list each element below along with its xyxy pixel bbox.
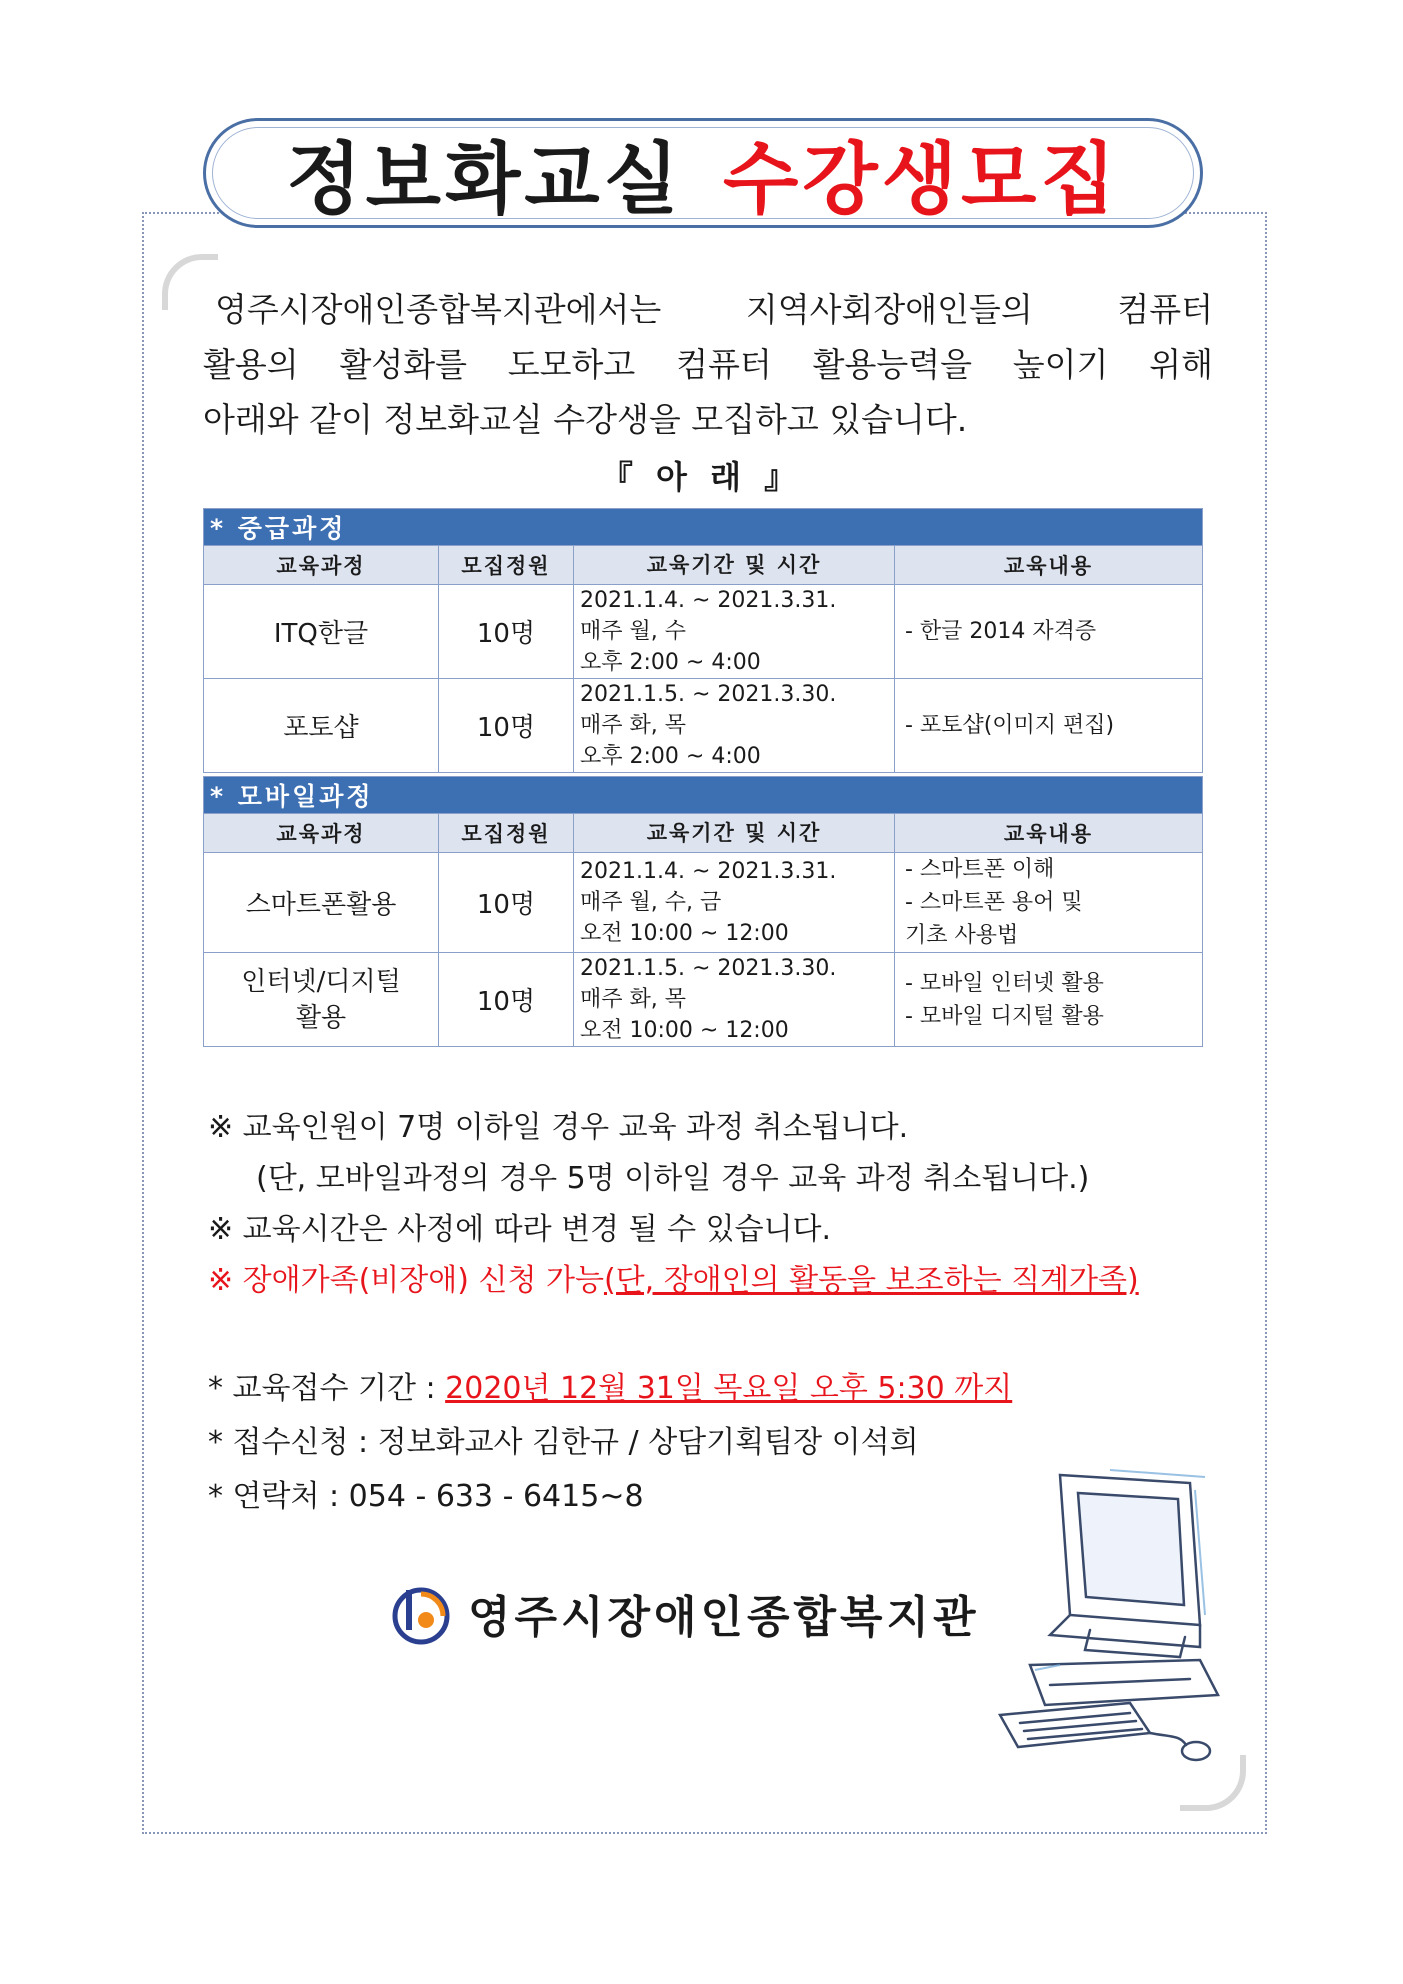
intro-line-3: 아래와 같이 정보화교실 수강생을 모집하고 있습니다. — [203, 400, 968, 439]
column-capacity: 모집정원 — [439, 546, 574, 585]
note-3b: (단, 장애인의 활동을 보조하는 직계가족) — [603, 1263, 1139, 1298]
course-name: 포토샵 — [204, 679, 439, 773]
application-info — [208, 1362, 1012, 1524]
info-period-value: 2020년 12월 31일 목요일 오후 5:30 까지 — [445, 1371, 1013, 1406]
course-content — [895, 585, 1203, 679]
info-contact: * 연락처 : 054 - 633 - 6415~8 — [208, 1479, 644, 1514]
content-line: - 스마트폰 이해 — [905, 857, 1055, 882]
info-period — [208, 1362, 1012, 1416]
intro-line-2: 활용의 활성화를 도모하고 컴퓨터 활용능력을 높이기 위해 — [203, 345, 1213, 384]
course-capacity: 10명 — [439, 853, 574, 953]
notes — [208, 1102, 1139, 1306]
column-header-row — [204, 814, 1203, 853]
table-row — [204, 853, 1203, 953]
course-period — [574, 853, 895, 953]
column-header-row — [204, 546, 1203, 585]
column-period: 교육기간 및 시간 — [574, 814, 895, 853]
title-black: 정보화교실 — [286, 135, 683, 225]
course-name — [204, 953, 439, 1047]
column-capacity: 모집정원 — [439, 814, 574, 853]
page-title — [286, 117, 1120, 229]
notice-heading: 『 아 래 』 — [600, 458, 803, 496]
course-table-mobile — [203, 776, 1203, 1047]
course-capacity: 10명 — [439, 679, 574, 773]
table-row — [204, 953, 1203, 1047]
period-line: 오전 10:00 ~ 12:00 — [580, 921, 789, 946]
period-line: 오후 2:00 ~ 4:00 — [580, 744, 761, 769]
period-line: 2021.1.5. ~ 2021.3.30. — [580, 682, 837, 707]
period-line: 2021.1.5. ~ 2021.3.30. — [580, 956, 837, 981]
note-1b: (단, 모바일과정의 경우 5명 이하일 경우 교육 과정 취소됩니다.) — [256, 1161, 1090, 1196]
course-content — [895, 679, 1203, 773]
title-red: 수강생모집 — [723, 135, 1120, 225]
course-name-line: 활용 — [295, 1002, 347, 1033]
organization-logo — [388, 1580, 980, 1646]
note-1: ※ 교육인원이 7명 이하일 경우 교육 과정 취소됩니다. — [208, 1110, 909, 1145]
course-period — [574, 679, 895, 773]
course-table-intermediate — [203, 508, 1203, 773]
period-line: 매주 월, 수 — [580, 619, 686, 644]
course-content — [895, 853, 1203, 953]
course-period — [574, 953, 895, 1047]
period-line: 오전 10:00 ~ 12:00 — [580, 1018, 789, 1043]
section-header — [204, 777, 1203, 814]
content-line: 기초 사용법 — [905, 923, 1019, 948]
column-content: 교육내용 — [895, 814, 1203, 853]
period-line: 매주 월, 수, 금 — [580, 890, 722, 915]
logo-mark-icon — [388, 1580, 454, 1646]
computer-illustration-icon — [990, 1465, 1240, 1765]
info-period-label: * 교육접수 기간 : — [208, 1371, 446, 1406]
course-name: ITQ한글 — [204, 585, 439, 679]
title-banner — [203, 118, 1203, 228]
note-2: ※ 교육시간은 사정에 따라 변경 될 수 있습니다. — [208, 1212, 832, 1247]
content-line: - 모바일 디지털 활용 — [905, 1003, 1104, 1029]
note-3a: ※ 장애가족(비장애) 신청 가능 — [208, 1263, 604, 1298]
period-line: 오후 2:00 ~ 4:00 — [580, 650, 761, 675]
period-line: 매주 화, 목 — [580, 713, 686, 738]
column-content: 교육내용 — [895, 546, 1203, 585]
course-name: 스마트폰활용 — [204, 853, 439, 953]
content-line: - 스마트폰 용어 및 — [905, 890, 1083, 915]
content-line: - 모바일 인터넷 활용 — [905, 970, 1104, 996]
column-course: 교육과정 — [204, 814, 439, 853]
table-row — [204, 585, 1203, 679]
note-3 — [208, 1255, 1139, 1306]
content-line: - 한글 2014 자격증 — [905, 619, 1097, 644]
period-line: 매주 화, 목 — [580, 987, 686, 1012]
course-period — [574, 585, 895, 679]
course-content — [895, 953, 1203, 1047]
section-title: * 모바일과정 — [204, 777, 1203, 814]
info-apply: * 접수신청 : 정보화교사 김한규 / 상담기획팀장 이석희 — [208, 1425, 919, 1460]
period-line: 2021.1.4. ~ 2021.3.31. — [580, 859, 837, 884]
course-capacity: 10명 — [439, 585, 574, 679]
course-capacity: 10명 — [439, 953, 574, 1047]
organization-name: 영주시장애인종합복지관 — [468, 1592, 980, 1643]
table-row — [204, 679, 1203, 773]
section-header — [204, 509, 1203, 546]
intro-line-1: 영주시장애인종합복지관에서는 지역사회장애인들의 컴퓨터 — [215, 290, 1213, 329]
section-title: * 중급과정 — [204, 509, 1203, 546]
period-line: 2021.1.4. ~ 2021.3.31. — [580, 588, 837, 613]
content-line: - 포토샵(이미지 편집) — [905, 713, 1115, 738]
course-name-line: 인터넷/디지털 — [241, 966, 401, 997]
intro-paragraph — [203, 282, 1213, 447]
column-period: 교육기간 및 시간 — [574, 546, 895, 585]
column-course: 교육과정 — [204, 546, 439, 585]
